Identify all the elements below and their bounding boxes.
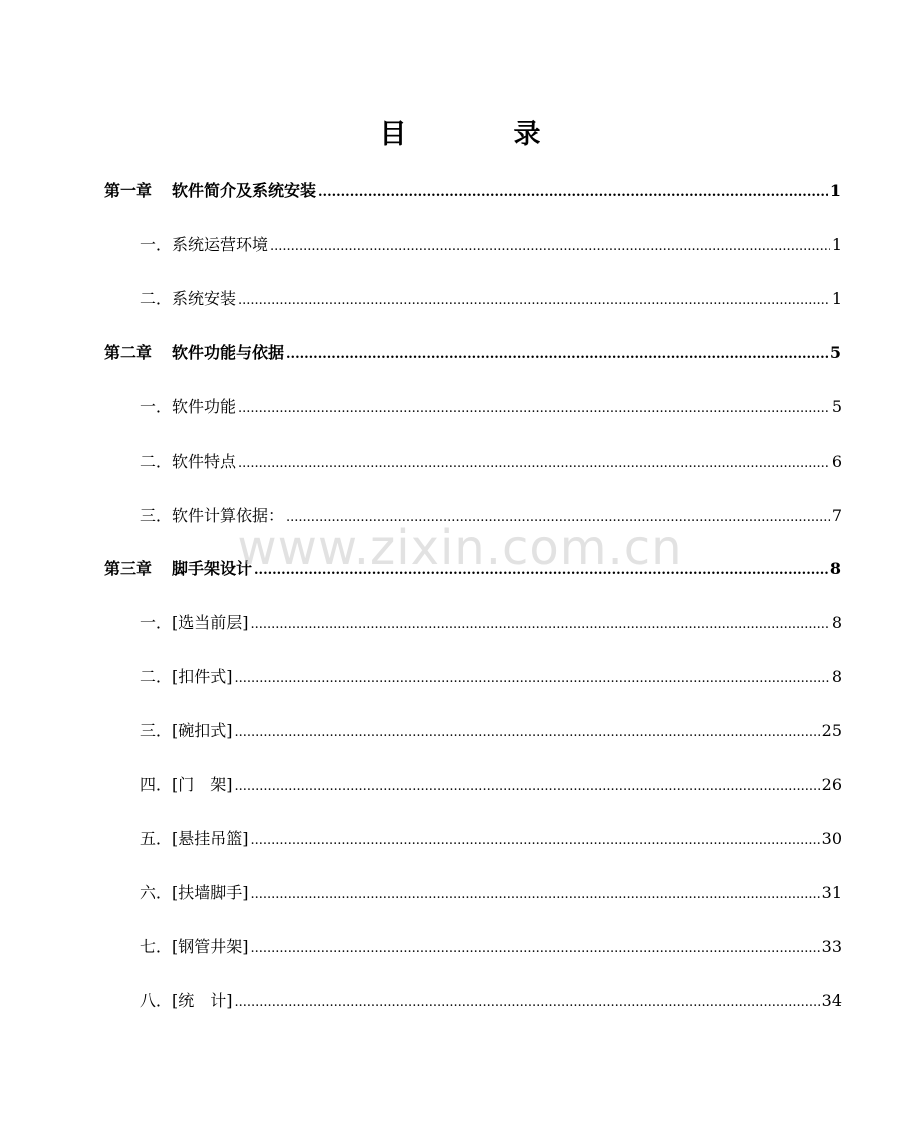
dot-leader [235, 725, 820, 740]
watermark: www.zixin.com.cn [237, 520, 683, 576]
section-title: 八．[统 计] [140, 991, 233, 1010]
dot-leader [235, 779, 820, 794]
page-title: 目 录 [379, 119, 581, 150]
page-number: 5 [831, 397, 842, 416]
page-number: 1 [831, 235, 842, 254]
page-number: 34 [821, 991, 842, 1010]
toc-chapter-3[interactable] [104, 556, 841, 580]
toc-section[interactable] [140, 449, 842, 473]
chapter-number: 第二章 [104, 343, 153, 362]
section-title: 一．软件功能 [140, 397, 237, 416]
page-number: 5 [829, 343, 841, 362]
dot-leader [238, 293, 830, 308]
toc-section[interactable] [140, 826, 842, 850]
page-number: 1 [831, 289, 842, 308]
chapter-title: 软件功能与依据 [172, 343, 285, 362]
toc-section[interactable] [140, 394, 842, 418]
page-number: 1 [829, 181, 841, 200]
dot-leader [286, 510, 830, 525]
dot-leader [238, 401, 830, 416]
chapter-number: 第三章 [104, 559, 153, 578]
toc-section[interactable] [140, 286, 842, 310]
section-title: 一．系统运营环境 [140, 235, 269, 254]
page-number: 30 [821, 829, 842, 848]
toc-section[interactable] [140, 232, 842, 256]
page-number: 8 [829, 559, 841, 578]
page-number: 26 [821, 775, 842, 794]
section-title: 二．[扣件式] [140, 667, 233, 686]
toc-section[interactable] [140, 880, 842, 904]
section-title: 三．[碗扣式] [140, 721, 233, 740]
dot-leader [270, 239, 830, 254]
dot-leader [254, 563, 828, 578]
dot-leader [235, 671, 830, 686]
toc-section[interactable] [140, 664, 842, 688]
dot-leader [251, 833, 820, 848]
page-number: 6 [831, 452, 842, 471]
page-number: 7 [831, 506, 842, 525]
chapter-title: 脚手架设计 [172, 559, 253, 578]
toc-chapter-2[interactable] [104, 340, 841, 364]
section-title: 一．[选当前层] [140, 613, 249, 632]
toc-chapter-1[interactable] [104, 178, 841, 202]
page-number: 33 [821, 937, 842, 956]
section-title: 六．[扶墙脚手] [140, 883, 249, 902]
dot-leader [238, 456, 830, 471]
toc-section[interactable] [140, 718, 842, 742]
page-number: 31 [821, 883, 842, 902]
toc-section[interactable] [140, 772, 842, 796]
section-title: 四．[门 架] [140, 775, 233, 794]
chapter-title: 软件简介及系统安装 [172, 181, 317, 200]
dot-leader [286, 347, 828, 362]
section-title: 三．软件计算依据： [140, 506, 285, 525]
section-title: 二．软件特点 [140, 452, 237, 471]
dot-leader [251, 941, 820, 956]
toc-section[interactable] [140, 610, 842, 634]
dot-leader [235, 995, 820, 1010]
toc-section[interactable] [140, 503, 842, 527]
toc-section[interactable] [140, 934, 842, 958]
section-title: 七．[钢管井架] [140, 937, 249, 956]
section-title: 五．[悬挂吊篮] [140, 829, 249, 848]
dot-leader [318, 185, 828, 200]
chapter-number: 第一章 [104, 181, 153, 200]
page-number: 8 [831, 613, 842, 632]
dot-leader [251, 887, 820, 902]
dot-leader [251, 617, 830, 632]
page-number: 25 [821, 721, 842, 740]
page-number: 8 [831, 667, 842, 686]
toc-section[interactable] [140, 988, 842, 1012]
section-title: 二．系统安装 [140, 289, 237, 308]
